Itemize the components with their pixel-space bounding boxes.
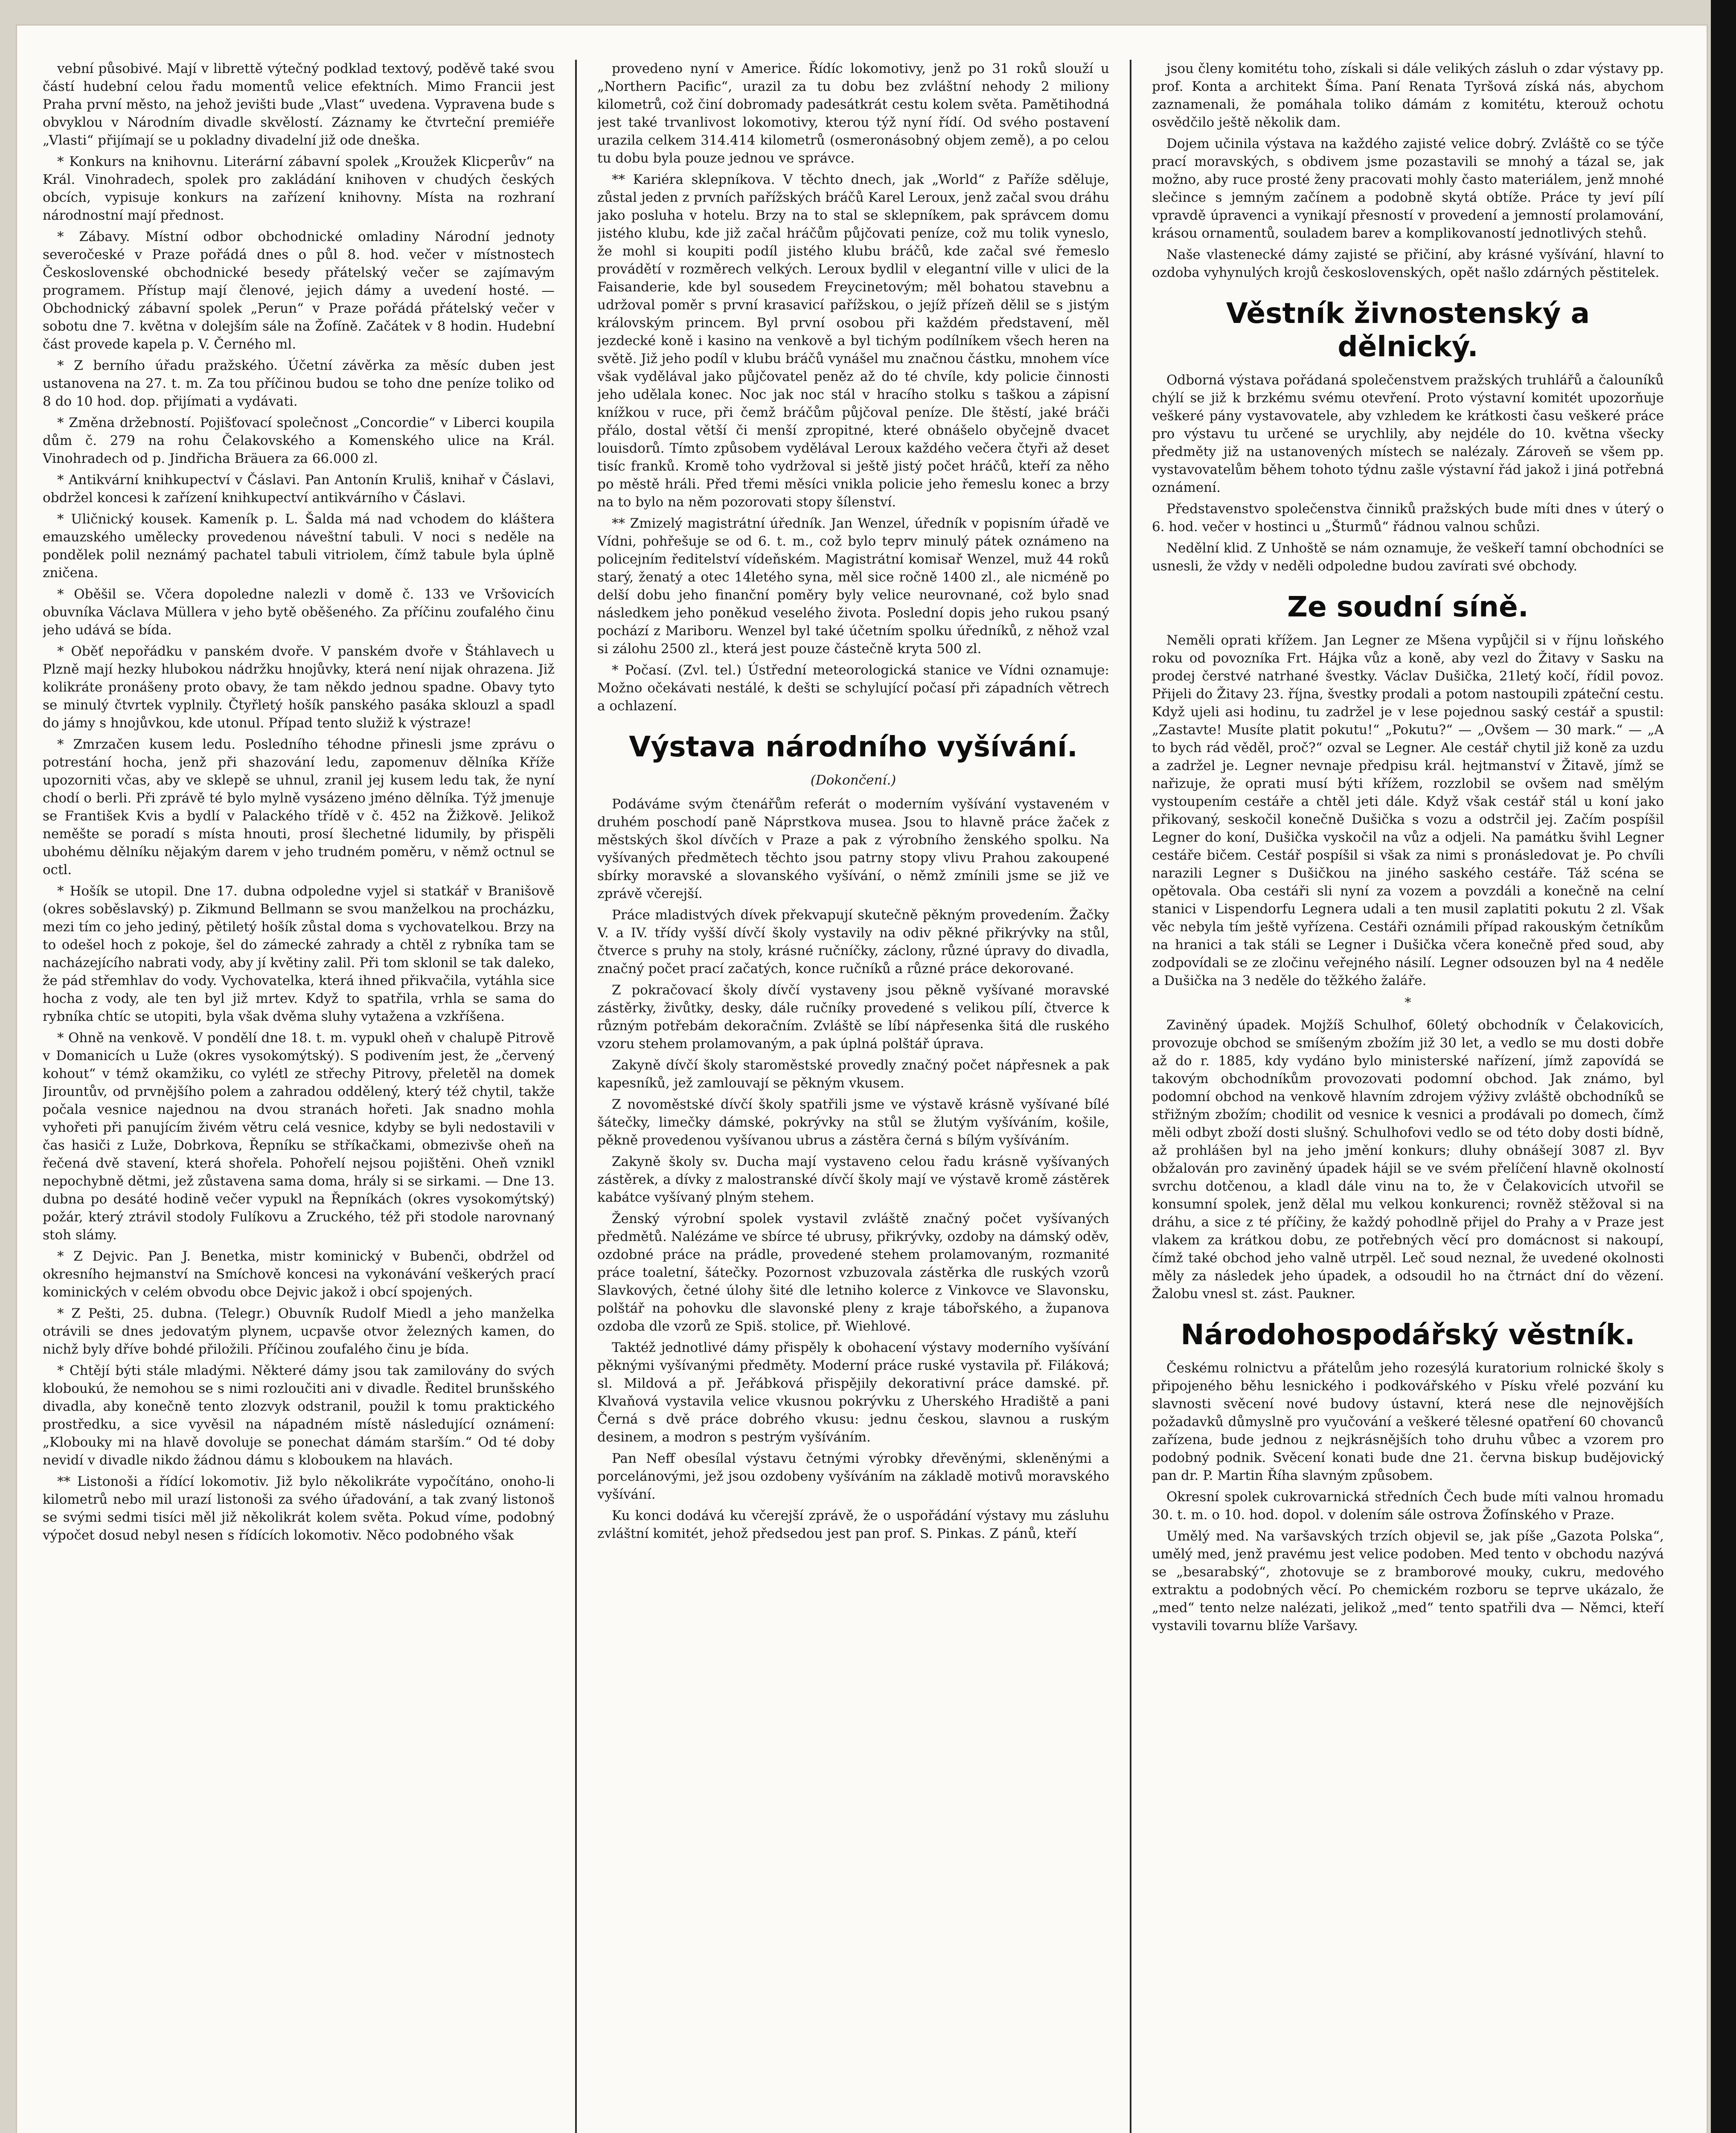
article: Umělý med. Na varšavských trzích objevil se, jak píše „Gazota Polska“, umělý med, jenž pravému jest velice podoben. Med tento v obchodu nazývá se „besarabský“, zhotovuje se z bramborové mouky, cukru, medového extraktu a podobných věcí. Po chemickém rozboru se teprve ukázalo, že „med“ tento nelze nalézati, jelikož „med“ tento spatřili dva — Němci, kteří vystavili tovarnu blíže Varšavy.: [1152, 1529, 1664, 1633]
article: * Hošík se utopil. Dne 17. dubna odpoledne vyjel si statkář v Branišově (okres soběslavský) p. Zikmund Bellmann se svou manželkou na procházku, mezi tím co jeho jediný, pětiletý hošík zůstal doma s vychovatelkou. Brzy na to odešel hoch z pokoje, šel do zámecké zahrady a chtěl z rybníka tam se nacházejícího nabrati vody, aby jí květiny zalil. Při tom sklonil se tak daleko, že pád střemhlav do vody. Vychovatelka, která ihned přikvačila, vytáhla sice hocha z vody, ale ten byl již mrtev. Když to spatřila, vrhla se sama do rybníka chtíc se utopiti, byla však dvěma sluhy vytažena a vzkříšena.: [43, 883, 555, 1024]
article: Českému rolnictvu a přátelům jeho rozesýlá kuratorium rolnické školy s připojeného běhu lesnického i podkovářského v Písku vřelé pozvání ku slavnosti svěcení nové budovy ústavní, která nese dle nejnovějších požadavků důmyslně pro vyučování a veškeré tělesné opatření 60 chovanců zařízena, bude jednou z nejkrásnějších toho druhu vůbec a vzorem pro podobný podnik. Svěcení konati bude dne 21. června biskup budějovický pan dr. P. Martin Říha slavným způsobem.: [1152, 1360, 1664, 1483]
section-subheading: (Dokončení.): [810, 773, 896, 788]
article: Dojem učinila výstava na každého zajisté velice dobrý. Zvláště co se týče prací moravských, s obdivem jsme pozastavili se mnohý a tázal se, jak možno, aby ruce prosté ženy pracovati mohly často materiálem, jenž mnohé slečince s jemným začínem a podobně skytá obtíže. Práce ty jeví pílí vpravdě úpravenci a vynikají přesností v provedení a jemností prolamování, krásou ornamentů, souladem barev a komplikovaností jednotlivých stehů.: [1152, 136, 1664, 241]
article: vební působivé. Mají v librettě výtečný podklad textový, poděvě také svou částí hudební celou řadu momentů velice efektních. Mimo Francii jest Praha první město, na jehož jevišti bude „Vlast“ uvedena. Vypravena bude s obvyklou v Národním divadle skvělostí. Záznamy ke čtvrteční premiéře „Vlasti“ přijímají se u pokladny divadelní již ode dneška.: [43, 61, 555, 148]
article: ** Listonoši a řídící lokomotiv. Již bylo několikráte vypočítáno, onoho-li kilometrů nebo mil urazí listonoši za svého úřadování, a tak zvaný listonoš se svými sedmi tisíci měl již několikrát kolem světa. Pokud víme, podobný výpočet dosud nebyl nesen s řídících lokomotiv. Něco podobného však: [43, 1474, 555, 1543]
article: Zakyně dívčí školy staroměstské provedly značný počet nápřesnek a pak kapesníků, jež zamlouvají se pěkným vkusem.: [597, 1058, 1109, 1091]
section-heading-zivnost: Věstník živnostenský a dělnický.: [1226, 297, 1590, 363]
article: Zaviněný úpadek. Mojžíš Schulhof, 60letý obchodník v Čelakovicích, provozuje obchod se smíšeným zbožím již 30 let, a vedlo se mu dosti dobře až do r. 1885, kdy vydáno bylo ministerské nařízení, jímž zapovídá se takovým obchodníkům provozovati podomní obchod. Jak známo, byl podomní obchod na venkově hlavním zdrojem výživy zvláště obchodníků se střižným zbožím; chodilit od vesnice k vesnici a prodávali po domech, čímž měli odbyt zboží dosti slušný. Schulhofovi vedlo se od této doby dosti bídně, až prohlášen byl na jeho jmění konkurs; dluhy obnášejí 3087 zl. Byv obžalován pro zaviněný úpadek hájil se ve svém přelíčení hlavně okolností svrchu dotčenou, a kladl dále vinu na to, že v Čelakovicích utvořil se konsumní spolek, jenž dělal mu velkou konkurenci; rovněž stěžoval si na dráhu, a sice z té příčiny, že každý pohodlně přijel do Prahy a v Praze jest vlakem za krátkou dobu, ze potřebných věcí pro domácnost si nakoupí, čímž také obchod jeho valně utrpěl. Leč soud neznal, že uvedené okolnosti měly za následek jeho úpadek, a odsoudil ho na čtrnáct dní do vězení. Žalobu vnesl st. zást. Paukner.: [1152, 1017, 1664, 1302]
article: * Uličnický kousek. Kameník p. L. Šalda má nad vchodem do kláštera emauzského umělecky provedenou náveštní tabuli. V noci s neděle na pondělek polil neznámý pachatel tabuli vitriolem, čímž tabule byla úplně zničena.: [43, 511, 555, 581]
separator-star: *: [1405, 995, 1411, 1010]
article: Ku konci dodává ku včerejší zprávě, že o uspořádání výstavy mu zásluhu zvláštní komitét, jehož předsedou jest pan prof. S. Pinkas. Z pánů, kteří: [597, 1508, 1109, 1541]
newspaper-page: [17, 26, 1707, 2133]
article: * Počasí. (Zvl. tel.) Ústřední meteorologická stanice ve Vídni oznamuje: Možno očekávati nestálé, k dešti se schylující počasí při západních větrech a ochlazení.: [597, 663, 1109, 714]
column-rule: [575, 60, 577, 2133]
article: Práce mladistvých dívek překvapují skutečně pěkným provedením. Žačky V. a IV. třídy vyšší dívčí školy vystavily na odiv pěkné přikrývky na stůl, čtverce s pruhy na stoly, krásné ručníčky, záclony, různé úpravy do divadla, značný počet prací začatých, konce ručníků a různé práce dekorované.: [597, 907, 1109, 976]
article: Odborná výstava pořádaná společenstvem pražských truhlářů a čalouníků chýlí se již k brzkému svému otevření. Proto výstavní komitét upozorňuje veškeré pány vystavovatele, aby vzhledem ke krátkosti času veškeré práce pro výstavu tu určené se urychlily, aby nejdéle do 10. května všecky předměty již na ustanovených místech se nalézaly. Zároveň se všem pp. vystavovatelům během tohoto týdnu zašle výstavní řád jakož i jiná potřebná oznámení.: [1152, 372, 1664, 495]
article: Nedělní klid. Z Unhoště se nám oznamuje, že veškeří tamní obchodníci se usnesli, že vždy v neděli odpoledne budou zavírati své obchody.: [1152, 541, 1664, 574]
article: * Oběšil se. Včera dopoledne nalezli v domě č. 133 ve Vršovicích obuvníka Václava Müllera v jeho bytě oběšeného. Za příčinu zoufalého činu jeho udává se bída.: [43, 587, 555, 638]
article: * Konkurs na knihovnu. Literární zábavní spolek „Kroužek Klicperův“ na Král. Vinohradech, spolek pro zakládání knihoven v chudých českých obcích, vypisuje konkurs na zařízení knihovny. Místa na rozhraní národnostní mají přednost.: [43, 154, 555, 223]
article: * Z Dejvic. Pan J. Benetka, mistr kominický v Bubenči, obdržel od okresního hejmanství na Smíchově koncesi na vykonávání veškerých prací kominických v celém obvodu obce Dejvic jakož i obcí spojených.: [43, 1249, 555, 1300]
article: Z novoměstské dívčí školy spatřili jsme ve výstavě krásně vyšívané bílé šátečky, limečky dámské, pokrývky na stůl se žlutým vyšíváním, košile, pěkně provedenou vyšívanou ubrus a zástěra černá s bílým vyšíváním.: [597, 1097, 1109, 1148]
article: Neměli oprati křížem. Jan Legner ze Mšena vypůjčil si v říjnu loňského roku od povozníka Frt. Hájka vůz a koně, aby vezl do Žitavy v Sasku na prodej čerstvé natrhané švestky. Václav Dušička, 21letý kočí, řídil povoz. Přijeli do Žitavy 23. října, švestky prodali a potom nastoupili zpáteční cestu. Když ujeli asi hodinu, tu zadržel je v lese pojednou saský cestář a spustil: „Zastavte! Musíte platit pokutu!“ „Pokutu?“ — „Ovšem — 30 mark.“ — „A to bych rád věděl, proč?“ ozval se Legner. Ale cestář chytil již koně za uzdu a zadržel je. Legner nevnaje předpisu král. hejtmanství v Žitavě, jímž se nařizuje, že oprati musí býti křížem, rozzlobil se ovšem nad smělým vystoupením cestáře a chtěl jeti dále. Když však cestář stál u koní jako přikovaný, seskočil konečně Dušička s vozu a odstrčil jej. Začím pospíšil Legner do koní, Dušička vyskočil na vůz a odjeli. Na památku švihl Legner cestáře bičem. Cestář pospíšil si však za nimi s pronásledovat je. Po chvíli narazili Legner s Dušičkou na jiného saského cestáře. Táž scéna se opětovala. Oba cestáři sli nyní za vozem a povzdáli a konečně na celní stanici v Lispendorfu Legnera udali a ten musil zaplatiti pokutu 2 zl. Však věc nebyla tím ještě vyřízena. Cestáři oznámili případ rakouským četníkům na hranici a tak stáli se Legner i Dušička včera konečně před soud, aby zodpovídali se ze zločinu veřejného násilí. Legner odsouzen byl na 4 neděle a Dušička na 3 neděle do těžkého žaláře.: [1152, 633, 1664, 988]
column-2: [597, 60, 1109, 2133]
article: Pan Neff obesílal výstavu četnými výrobky dřevěnými, skleněnými a porcelánovými, jež jsou ozdobeny vyšíváním na základě motivů moravského vyšívání.: [597, 1451, 1109, 1502]
article: Ženský výrobní spolek vystavil zvláště značný počet vyšívaných předmětů. Nalézáme ve sbírce té ubrusy, přikrývky, ozdoby na dámský oděv, ozdobné práce na prádle, provedené stehem prolamovaným, rozmanité práce toaletní, šátečky. Pozornost vzbuzovala zástěrka dle ruských vzorů Slavkových, četné úlohy šité dle letniho kolerce z Vinkovce ve Slavonsku, polštář na pohovku dle slavonské pleny z kraje tábořského, a županova ozdoba dle vzorů ze Spiš. stolice, př. Wiehlové.: [597, 1211, 1109, 1334]
article: * Oběť nepořádku v panském dvoře. V panském dvoře v Štáhlavech u Plzně mají hezky hlubokou nádržku hnojůvky, která není nijak ohrazena. Již kolikráte pronášeny proto obavy, že tam někdo jednou spadne. Obavy tyto se minulý čtvrtek vyplnily. Čtyřletý hošík panského pasáka sklouzl a spadl do jámy s hnojůvkou, kde utonul. Případ tento služiž k výstraze!: [43, 644, 555, 731]
article: * Ohně na venkově. V pondělí dne 18. t. m. vypukl oheň v chalupě Pitrově v Domanicích u Luže (okres vysokomýtský). S podivením jest, že „červený kohout“ v témž okamžiku, co vylétl ze střechy Pitrovy, přeletěl na domek Jirountův, od prvnějšího polem a zahradou oddělený, který též chytil, takže počala vesnice najednou na dvou stranách hořeti. Jak snadno mohla vyhořeti při panujícím živém větru celá vesnice, kdyby se byli nedostavili v čas hasiči z Luže, Dobrkova, Řepníku se stříkačkami, obmezivše oheň na řečená dvě stavení, která shořela. Pohořelí nejsou pojištěni. Oheň vznikl nepochybně dětmi, jež zůstavena sama doma, hrály si se sirkami. — Dne 13. dubna po desáté hodině večer vypukl na Řepníkách (okres vysokomýtský) požár, který ztrávil stodoly Fulíkovu a Zruckého, též při stodole narovnaný stoh slámy.: [43, 1030, 555, 1243]
article: * Z berního úřadu pražského. Účetní závěrka za měsíc duben jest ustanovena na 27. t. m. Za tou příčinou budou se toho dne peníze toliko od 8 do 10 hod. dop. přijímati a vydávati.: [43, 358, 555, 409]
scan-edge: [1711, 0, 1736, 2133]
article: * Změna držebností. Pojišťovací společnost „Concordie“ v Liberci koupila dům č. 279 na rohu Čelakovského a Komenského ulice na Král. Vinohradech od p. Jindřicha Bräuera za 66.000 zl.: [43, 415, 555, 466]
article: * Z Pešti, 25. dubna. (Telegr.) Obuvník Rudolf Miedl a jeho manželka otrávili se dnes jedovatým plynem, ucpavše otvor železných kamen, do nichž byly dříve bohdé přiložili. Příčinou zoufalého činu je bída.: [43, 1306, 555, 1357]
section-heading-narodohosp: Národohospodářský věstník.: [1181, 1318, 1635, 1351]
article: ** Zmizelý magistrátní úředník. Jan Wenzel, úředník v popisním úřadě ve Vídni, pohřešuje se od 6. t. m., což bylo teprv minulý pátek oznámeno na policejním ředitelství vídeňském. Magistrátní komisař Wenzel, muž 44 roků starý, ženatý a otec 14letého syna, měl sice ročně 1400 zl., ale nicméně po delší dobu jeho finanční poměry byly velice neurovnané, což bylo snad následkem jeho poněkud veselého života. Poslední dopis jeho rukou psaný pochází z Mariboru. Wenzel byl také účetním spolku úředníků, z něhož vzal si zálohu 2500 zl., která jest pouze částečně kryta 500 zl.: [597, 516, 1109, 657]
column-1: [43, 60, 555, 2133]
article: Představenstvo společenstva činniků pražských bude míti dnes v úterý o 6. hod. večer v hostinci u „Šturmů“ řádnou valnou schůzi.: [1152, 501, 1664, 535]
section-heading-soud: Ze soudní síně.: [1287, 590, 1529, 623]
article: Okresní spolek cukrovarnická středních Čech bude míti valnou hromadu 30. t. m. o 10. hod. dopol. v dolením sále ostrova Žofínského v Praze.: [1152, 1489, 1664, 1523]
article: Taktéž jednotlivé dámy přispěly k obohacení výstavy moderního vyšívání pěknými vyšívanými předměty. Moderní práce ruské vystavila př. Filáková; sl. Mildová a př. Jeřábková přispějily dekorativní práce damské. př. Klvaňová vystavila velice vkusnou pokrývku z Uherského Hradiště a pani Černá s dvě práce dobrého vkusu: jednu českou, slavnou a ruským desinem, a modron s pestrým vyšíváním.: [597, 1340, 1109, 1445]
article: provedeno nyní v Americe. Řídíc lokomotivy, jenž po 31 roků slouží u „Northern Pacific“, urazil za tu dobu bez zvláštní nehody 2 miliony kilometrů, což činí dobromady padesátkrát cestu kolem světa. Pamětihodná jest také trvanlivost lokomotivy, kterou týž nyní řídí. Od svého postavení urazila celkem 314.414 kilometrů (osmeronásobný objem země), a po celou tu dobu byla pouze jednou ve správce.: [597, 61, 1109, 166]
article: * Zábavy. Místní odbor obchodnické omladiny Národní jednoty severočeské v Praze pořádá dnes o půl 8. hod. večer v místnostech Československé obchodnické besedy přátelský večer se zajímavým programem. Přístup mají členové, jejich dámy a uvedení hosté. — Obchodnický zábavní spolek „Perun“ v Praze pořádá přátelský večer v sobotu dne 7. května v dolejším sále na Žofíně. Začátek v 8 hodin. Hudební část provede kapela p. V. Černého ml.: [43, 229, 555, 352]
columns: [43, 60, 1681, 2133]
article: * Chtějí býti stále mladými. Některé dámy jsou tak zamilovány do svých kloboukú, že nemohou se s nimi rozloučiti ani v divadle. Ředitel brunšského divadla, aby konečně tento zlozvyk odstranil, použil k tomu praktického prostředku, a sice vyvěsil na nápadném místě následující oznámení: „Klobouky mi na hlavě dovoluje se ponechat dámám starším.“ Od té doby nevidí v divadle nikdo žádnou dámu s kloboukem na hlavách.: [43, 1363, 555, 1468]
article: ** Kariéra sklepníkova. V těchto dnech, jak „World“ z Paříže sděluje, zůstal jeden z prvních pařížských bráčů Karel Leroux, jenž začal svou dráhu jako posluha v hotelu. Brzy na to stal se sklepníkem, pak správcem domu jistého klubu, kde již začal hráčům půjčovati peníze, což mu tolik vyneslo, že mohl si koupiti podíl jistého klubu bráčů, kde začal své řemeslo provádětí v rozměrech velkých. Leroux bydlil v elegantní ville v ulici de la Faisanderie, kde byl sousedem Freycinetovým; měl bohatou stavebnu a udržoval poměr s první krasavicí pařížskou, o jejíž přízeň dělil se s jistým královským princem. Byl první osobou při každém představení, měl jezdecké koně i kasino na venkově a byl tichým podílníkem všech heren na světě. Již jeho podíl v klubu bráčů vynášel mu značnou částku, mnohem více však vydělával jako půjčovatel peněz až do té chvíle, kdy policie činnosti jeho udělala konec. Noc jak noc stál v hracího stolku s taškou a zápisní knížkou v ruce, při čemž bráčům půjčoval peníze. Dle štěstí, jaké bráči přálo, dostal větší či menší zpropitné, které obnášelo obyčejně dvacet louisdorů. Tímto způsobem vydělával Leroux každého večera čtyři až deset tisíc franků. Kromě toho vydržoval si ještě jistý počet hráčů, kteří za něho po městě hráli. Před třemi měsíci vnikla policie jeho řemeslu konec a brzy na to bylo na něm pozorovati stopy šílenství.: [597, 172, 1109, 510]
article: Zakyně školy sv. Ducha mají vystaveno celou řadu krásně vyšívaných zástěrek, a dívky z malostranské dívčí školy mají ve výstavě kromě zástěrek kabátce vyšívaný plným stehem.: [597, 1154, 1109, 1205]
article: * Antikvární knihkupectví v Čáslavi. Pan Antonín Kruliš, knihař v Čáslavi, obdržel koncesi k zařízení knihkupectví antikvárního v Čáslavi.: [43, 472, 555, 506]
article: Naše vlastenecké dámy zajisté se přičiní, aby krásné vyšívání, hlavní to ozdoba vyhynulých krojů československých, opět našlo zdárných pěstitelek.: [1152, 247, 1664, 280]
article: Z pokračovací školy dívčí vystaveny jsou pěkně vyšívané moravské zástěrky, živůtky, desky, dále ručníky provedené s velikou pílí, čtverce k různým potřebám dekoračním. Zvláště se líbí nápřesenka šitá dle ruského vzoru stehem prolamovaným, a pak úplná polštář úprava.: [597, 982, 1109, 1052]
column-3: [1152, 60, 1664, 2133]
column-rule: [1130, 60, 1131, 2133]
article: jsou členy komitétu toho, získali si dále velikých zásluh o zdar výstavy pp. prof. Konta a architekt Šíma. Paní Renata Tyršová získá nás, abychom zaznamenali, že pomáhala toliko dámám z komitétu, kterouž ochotu osvědčilo ještě několik dam.: [1152, 61, 1664, 130]
section-heading-vystava: Výstava národního vyšívání.: [629, 730, 1078, 763]
article: Podáváme svým čtenářům referát o moderním vyšívání vystaveném v druhém poschodí paně Náprstkova musea. Jsou to hlavně práce žaček z městských škol dívčích v Praze a pak z výrobního ženského spolku. Na vyšívaných předmětech těchto jsou patrny stopy vlivu Prahou zakoupené sbírky moravské a slovanského vyšívání, o němž zmínili jsme se již ve zprávě včerejší.: [597, 796, 1109, 901]
article: * Zmrzačen kusem ledu. Posledního téhodne přinesli jsme zprávu o potrestání hocha, jenž při shazování ledu, zapomenuv dělníka Kříže upozorniti včas, aby ve sklepě se uhnul, zranil jej kusem ledu tak, že nyní chodí o berli. Při zprávě té bylo mylně vysázeno jméno dělníka. Týž jmenuje se František Kvis a bydlí v Palackého třídě v č. 452 na Žižkově. Jelikož neměšte se poradí s místa hnouti, prosí šlechetné lidumily, by přispěli ubohému dělníku nějakým darem v jeho trudném poměru, v němž octnul se octl.: [43, 737, 555, 878]
